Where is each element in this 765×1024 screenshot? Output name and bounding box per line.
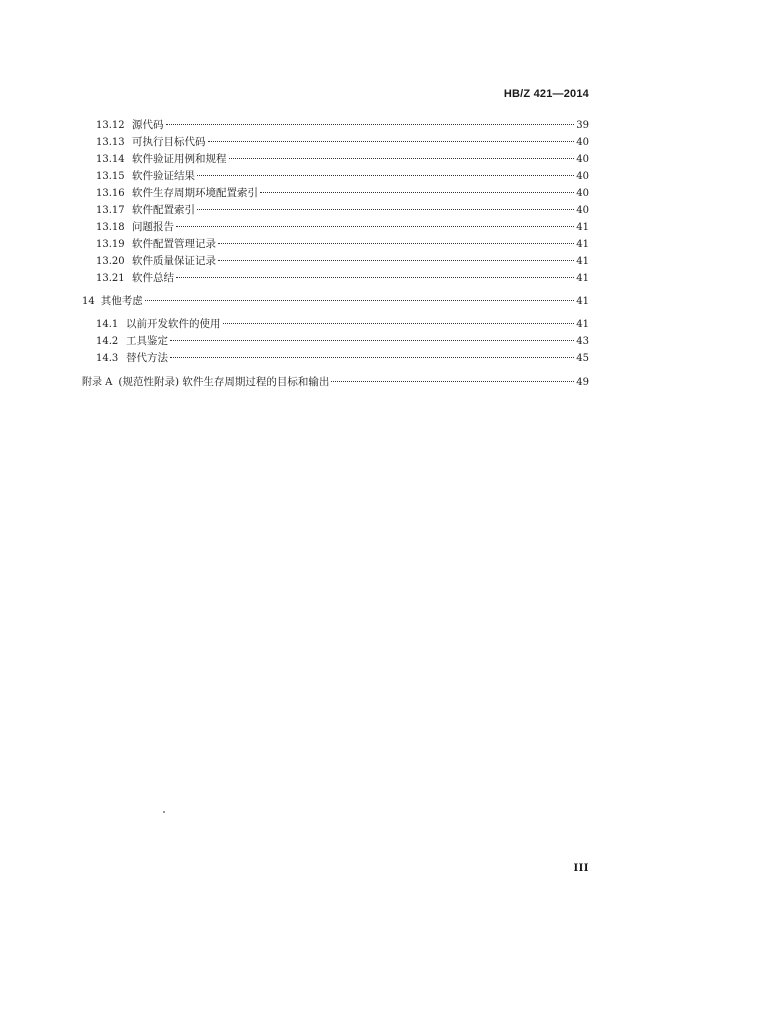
toc-entry-number: 13.21 bbox=[96, 273, 125, 284]
toc-entry-page: 41 bbox=[576, 273, 589, 284]
dot-leader bbox=[170, 357, 574, 358]
dot-leader bbox=[145, 300, 575, 301]
toc-entry-number: 13.13 bbox=[96, 137, 125, 148]
dot-leader bbox=[218, 260, 574, 261]
toc-entry-number: 14.2 bbox=[96, 336, 119, 347]
dot-leader bbox=[166, 124, 575, 125]
toc-entry[interactable] bbox=[82, 219, 589, 236]
toc-entry[interactable] bbox=[82, 270, 589, 287]
toc-entry-number: 14.3 bbox=[96, 353, 119, 364]
toc-entry-title: 软件验证结果 bbox=[132, 170, 195, 182]
toc-entry[interactable] bbox=[82, 117, 589, 134]
toc-chapter-entry[interactable] bbox=[82, 293, 589, 310]
toc-entry-page: 40 bbox=[576, 171, 589, 182]
toc-entry-page: 40 bbox=[576, 137, 589, 148]
page-number: III bbox=[573, 863, 589, 874]
toc-entry-number: 13.18 bbox=[96, 222, 125, 233]
toc-entry-title: (规范性附录) 软件生存周期过程的目标和输出 bbox=[118, 376, 330, 388]
toc-entry-number: 13.15 bbox=[96, 171, 125, 182]
toc-entry-number: 附录 A bbox=[82, 377, 113, 388]
toc-entry-page: 40 bbox=[576, 188, 589, 199]
toc-entry-number: 13.12 bbox=[96, 120, 125, 131]
toc-entry-number: 14 bbox=[82, 296, 95, 307]
toc-entry-number: 13.19 bbox=[96, 239, 125, 250]
toc-entry-page: 41 bbox=[576, 256, 589, 267]
scan-speck bbox=[163, 811, 165, 813]
toc-entry[interactable] bbox=[82, 168, 589, 185]
toc-entry-title: 替代方法 bbox=[126, 352, 168, 364]
toc-entry-page: 39 bbox=[576, 120, 589, 131]
toc-entry[interactable] bbox=[82, 202, 589, 219]
toc-entry-title: 软件验证用例和规程 bbox=[132, 153, 227, 165]
toc-entry-title: 其他考虑 bbox=[100, 295, 143, 307]
toc-appendix-entry[interactable] bbox=[82, 373, 589, 390]
toc-entry-number: 13.20 bbox=[96, 256, 125, 267]
toc-entry-page: 40 bbox=[576, 154, 589, 165]
toc-entry-title: 软件质量保证记录 bbox=[132, 255, 216, 267]
toc-entry[interactable] bbox=[82, 350, 589, 367]
toc-entry-title: 工具鉴定 bbox=[126, 335, 168, 347]
toc-entry[interactable] bbox=[82, 236, 589, 253]
table-of-contents bbox=[82, 117, 589, 390]
dot-leader bbox=[218, 243, 574, 244]
toc-entry-page: 41 bbox=[576, 319, 589, 330]
toc-entry-number: 13.17 bbox=[96, 205, 125, 216]
toc-entry-title: 问题报告 bbox=[132, 221, 174, 233]
toc-entry-title: 软件总结 bbox=[132, 272, 174, 284]
toc-entry-page: 41 bbox=[576, 296, 589, 307]
toc-entry-title: 以前开发软件的使用 bbox=[126, 318, 221, 330]
toc-entry-title: 软件配置管理记录 bbox=[132, 238, 216, 250]
toc-entry-page: 41 bbox=[576, 239, 589, 250]
toc-entry-number: 13.14 bbox=[96, 154, 125, 165]
toc-entry[interactable] bbox=[82, 253, 589, 270]
toc-entry-title: 源代码 bbox=[132, 119, 164, 131]
dot-leader bbox=[229, 158, 575, 159]
dot-leader bbox=[176, 277, 574, 278]
dot-leader bbox=[331, 381, 574, 382]
toc-entry-page: 43 bbox=[576, 336, 589, 347]
dot-leader bbox=[176, 226, 574, 227]
toc-entry-page: 45 bbox=[576, 353, 589, 364]
dot-leader bbox=[197, 175, 574, 176]
toc-entry[interactable] bbox=[82, 333, 589, 350]
toc-entry[interactable] bbox=[82, 316, 589, 333]
toc-entry-title: 软件生存周期环境配置索引 bbox=[132, 187, 258, 199]
toc-entry[interactable] bbox=[82, 185, 589, 202]
dot-leader bbox=[223, 323, 575, 324]
toc-entry[interactable] bbox=[82, 151, 589, 168]
toc-entry-page: 49 bbox=[576, 377, 589, 388]
toc-entry-title: 软件配置索引 bbox=[132, 204, 195, 216]
toc-entry-title: 可执行目标代码 bbox=[132, 136, 206, 148]
dot-leader bbox=[260, 192, 574, 193]
toc-entry-page: 41 bbox=[576, 222, 589, 233]
dot-leader bbox=[197, 209, 574, 210]
dot-leader bbox=[208, 141, 575, 142]
toc-entry-number: 14.1 bbox=[96, 319, 119, 330]
toc-entry[interactable] bbox=[82, 134, 589, 151]
toc-entry-page: 40 bbox=[576, 205, 589, 216]
standard-code: HB/Z 421—2014 bbox=[503, 88, 589, 100]
toc-entry-number: 13.16 bbox=[96, 188, 125, 199]
dot-leader bbox=[170, 340, 574, 341]
